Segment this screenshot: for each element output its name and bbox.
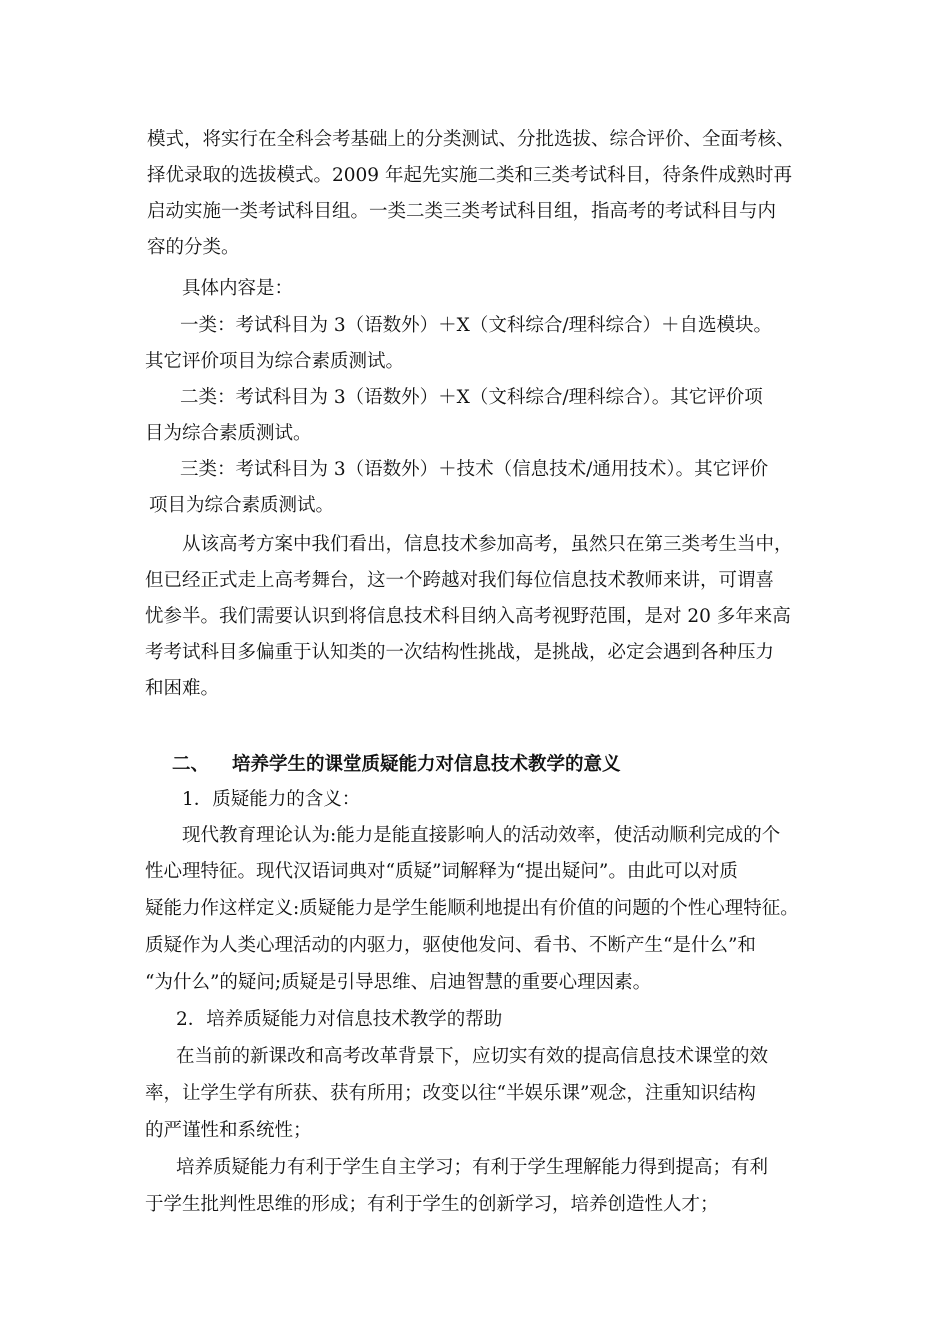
- subheading: 1．质疑能力的含义：: [182, 789, 361, 810]
- paragraph-line: “为什么”的疑问;质疑是引导思维、启迪智慧的重要心理因素。: [145, 972, 652, 993]
- paragraph-line: 从该高考方案中我们看出，信息技术参加高考，虽然只在第三类考生当中，: [182, 534, 793, 555]
- section-heading: 培养学生的课堂质疑能力对信息技术教学的意义: [232, 754, 621, 775]
- section-number: 二、: [172, 754, 210, 775]
- paragraph-line: 于学生批判性思维的形成；有利于学生的创新学习，培养创造性人才；: [145, 1194, 719, 1215]
- paragraph-line: 项目为综合素质测试。: [149, 495, 335, 516]
- paragraph-line: 择优录取的选拔模式。2009 年起先实施二类和三类考试科目，待条件成熟时再: [147, 165, 792, 186]
- paragraph-line: 在当前的新课改和高考改革背景下，应切实有效的提高信息技术课堂的效: [176, 1046, 769, 1067]
- paragraph-line: 目为综合素质测试。: [145, 423, 312, 444]
- paragraph-line: 质疑作为人类心理活动的内驱力，驱使他发问、看书、不断产生“是什么”和: [145, 935, 756, 956]
- paragraph-line: 性心理特征。现代汉语词典对“质疑”词解释为“提出疑问”。由此可以对质: [145, 861, 738, 882]
- paragraph-line: 疑能力作这样定义:质疑能力是学生能顺利地提出有价值的问题的个性心理特征。: [145, 898, 799, 919]
- paragraph-line: 现代教育理论认为:能力是能直接影响人的活动效率，使活动顺利完成的个: [182, 825, 781, 846]
- paragraph-line: 培养质疑能力有利于学生自主学习；有利于学生理解能力得到提高；有利: [176, 1157, 769, 1178]
- paragraph-line: 启动实施一类考试科目组。一类二类三类考试科目组，指高考的考试科目与内: [147, 201, 777, 222]
- paragraph-line: 三类：考试科目为 3（语数外）＋技术（信息技术/通用技术）。其它评价: [180, 459, 769, 480]
- paragraph-line: 具体内容是：: [182, 278, 294, 299]
- paragraph-line: 考考试科目多偏重于认知类的一次结构性挑战，是挑战，必定会遇到各种压力: [145, 642, 775, 663]
- paragraph-line: 一类：考试科目为 3（语数外）＋X（文科综合/理科综合）＋自选模块。: [180, 315, 773, 336]
- paragraph-line: 但已经正式走上高考舞台，这一个跨越对我们每位信息技术教师来讲，可谓喜: [145, 570, 775, 591]
- paragraph-line: 率，让学生学有所获、获有所用；改变以往“半娱乐课”观念，注重知识结构: [145, 1083, 756, 1104]
- paragraph-line: 模式，将实行在全科会考基础上的分类测试、分批选拔、综合评价、全面考核、: [147, 129, 795, 150]
- paragraph-line: 的严谨性和系统性；: [145, 1120, 312, 1141]
- paragraph-line: 其它评价项目为综合素质测试。: [145, 351, 405, 372]
- paragraph-line: 容的分类。: [147, 237, 240, 258]
- paragraph-line: 和困难。: [145, 678, 220, 699]
- paragraph-line: 忧参半。我们需要认识到将信息技术科目纳入高考视野范围，是对 20 多年来高: [145, 606, 791, 627]
- subheading: 2．培养质疑能力对信息技术教学的帮助: [176, 1009, 503, 1030]
- paragraph-line: 二类：考试科目为 3（语数外）＋X（文科综合/理科综合）。其它评价项: [180, 387, 763, 408]
